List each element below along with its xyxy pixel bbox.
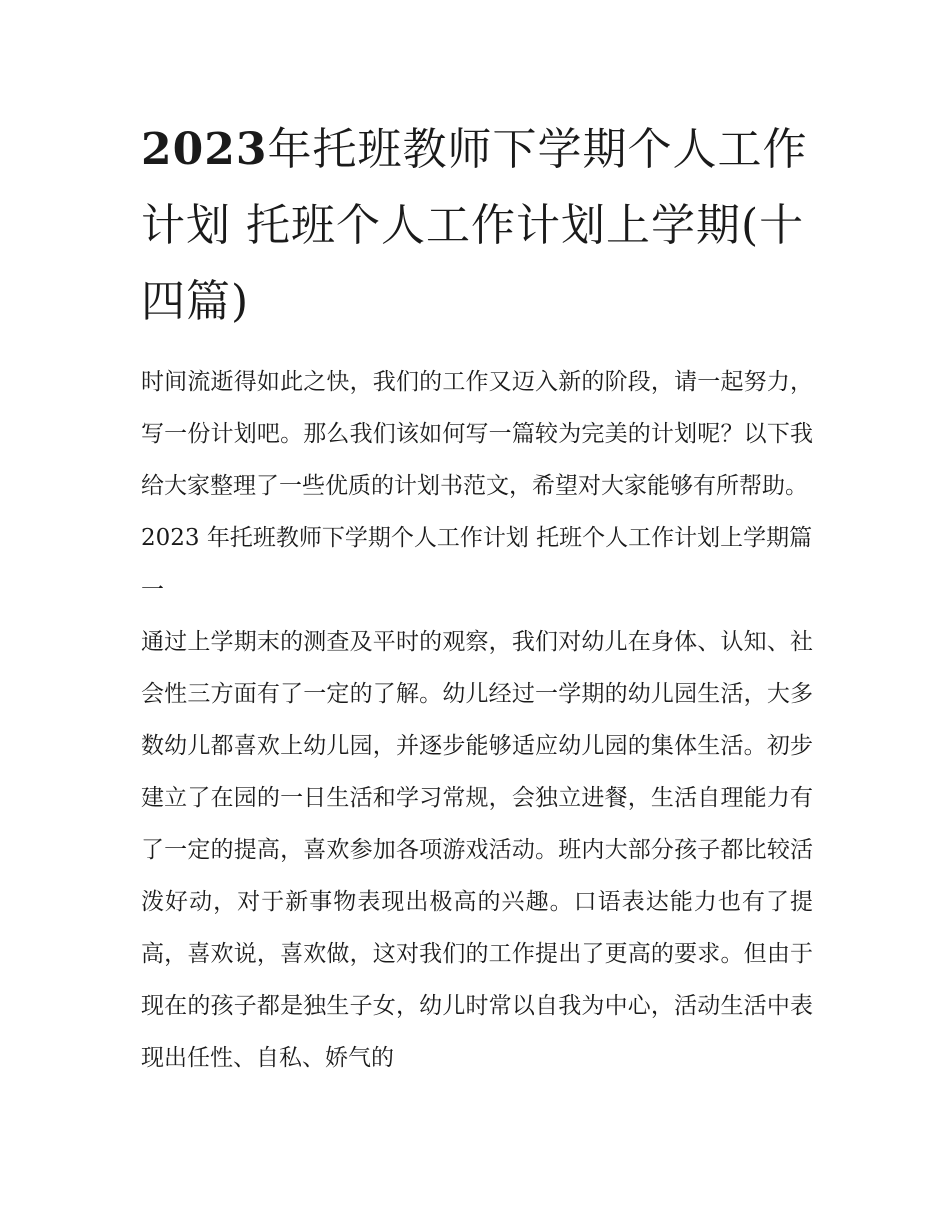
body-paragraph: 通过上学期末的测查及平时的观察，我们对幼儿在身体、认知、社会性三方面有了一定的了解。幼儿经过一学期的幼儿园生活，大多数幼儿都喜欢上幼儿园，并逐步能够适应幼儿园的集体生活。初步建立了在园的一日生活和学习常规，会独立进餐，生活自理能力有了一定的提高，喜欢参加各项游戏活动。班内大部分孩子都比较活泼好动，对于新事物表现出极高的兴趣。口语表达能力也有了提高，喜欢说，喜欢做，这对我们的工作提出了更高的要求。但由于现在的孩子都是独生子女，幼儿时常以自我为中心，活动生活中表现出任性、自私、娇气的 — [141, 629, 813, 1071]
title-text: 年托班教师下学期个人工作计划 托班个人工作计划上学期(十四篇) — [141, 124, 808, 327]
document-title — [141, 112, 813, 340]
title-year: 2023 — [141, 124, 268, 175]
intro-paragraph: 时间流逝得如此之快，我们的工作又迈入新的阶段，请一起努力，写一份计划吧。那么我们该如何写一篇较为完美的计划呢？以下我给大家整理了一些优质的计划书范文，希望对大家能够有所帮助。 — [141, 369, 813, 499]
document-page — [141, 112, 813, 1084]
section-heading: 2023 年托班教师下学期个人工作计划 托班个人工作计划上学期篇一 — [141, 525, 813, 603]
